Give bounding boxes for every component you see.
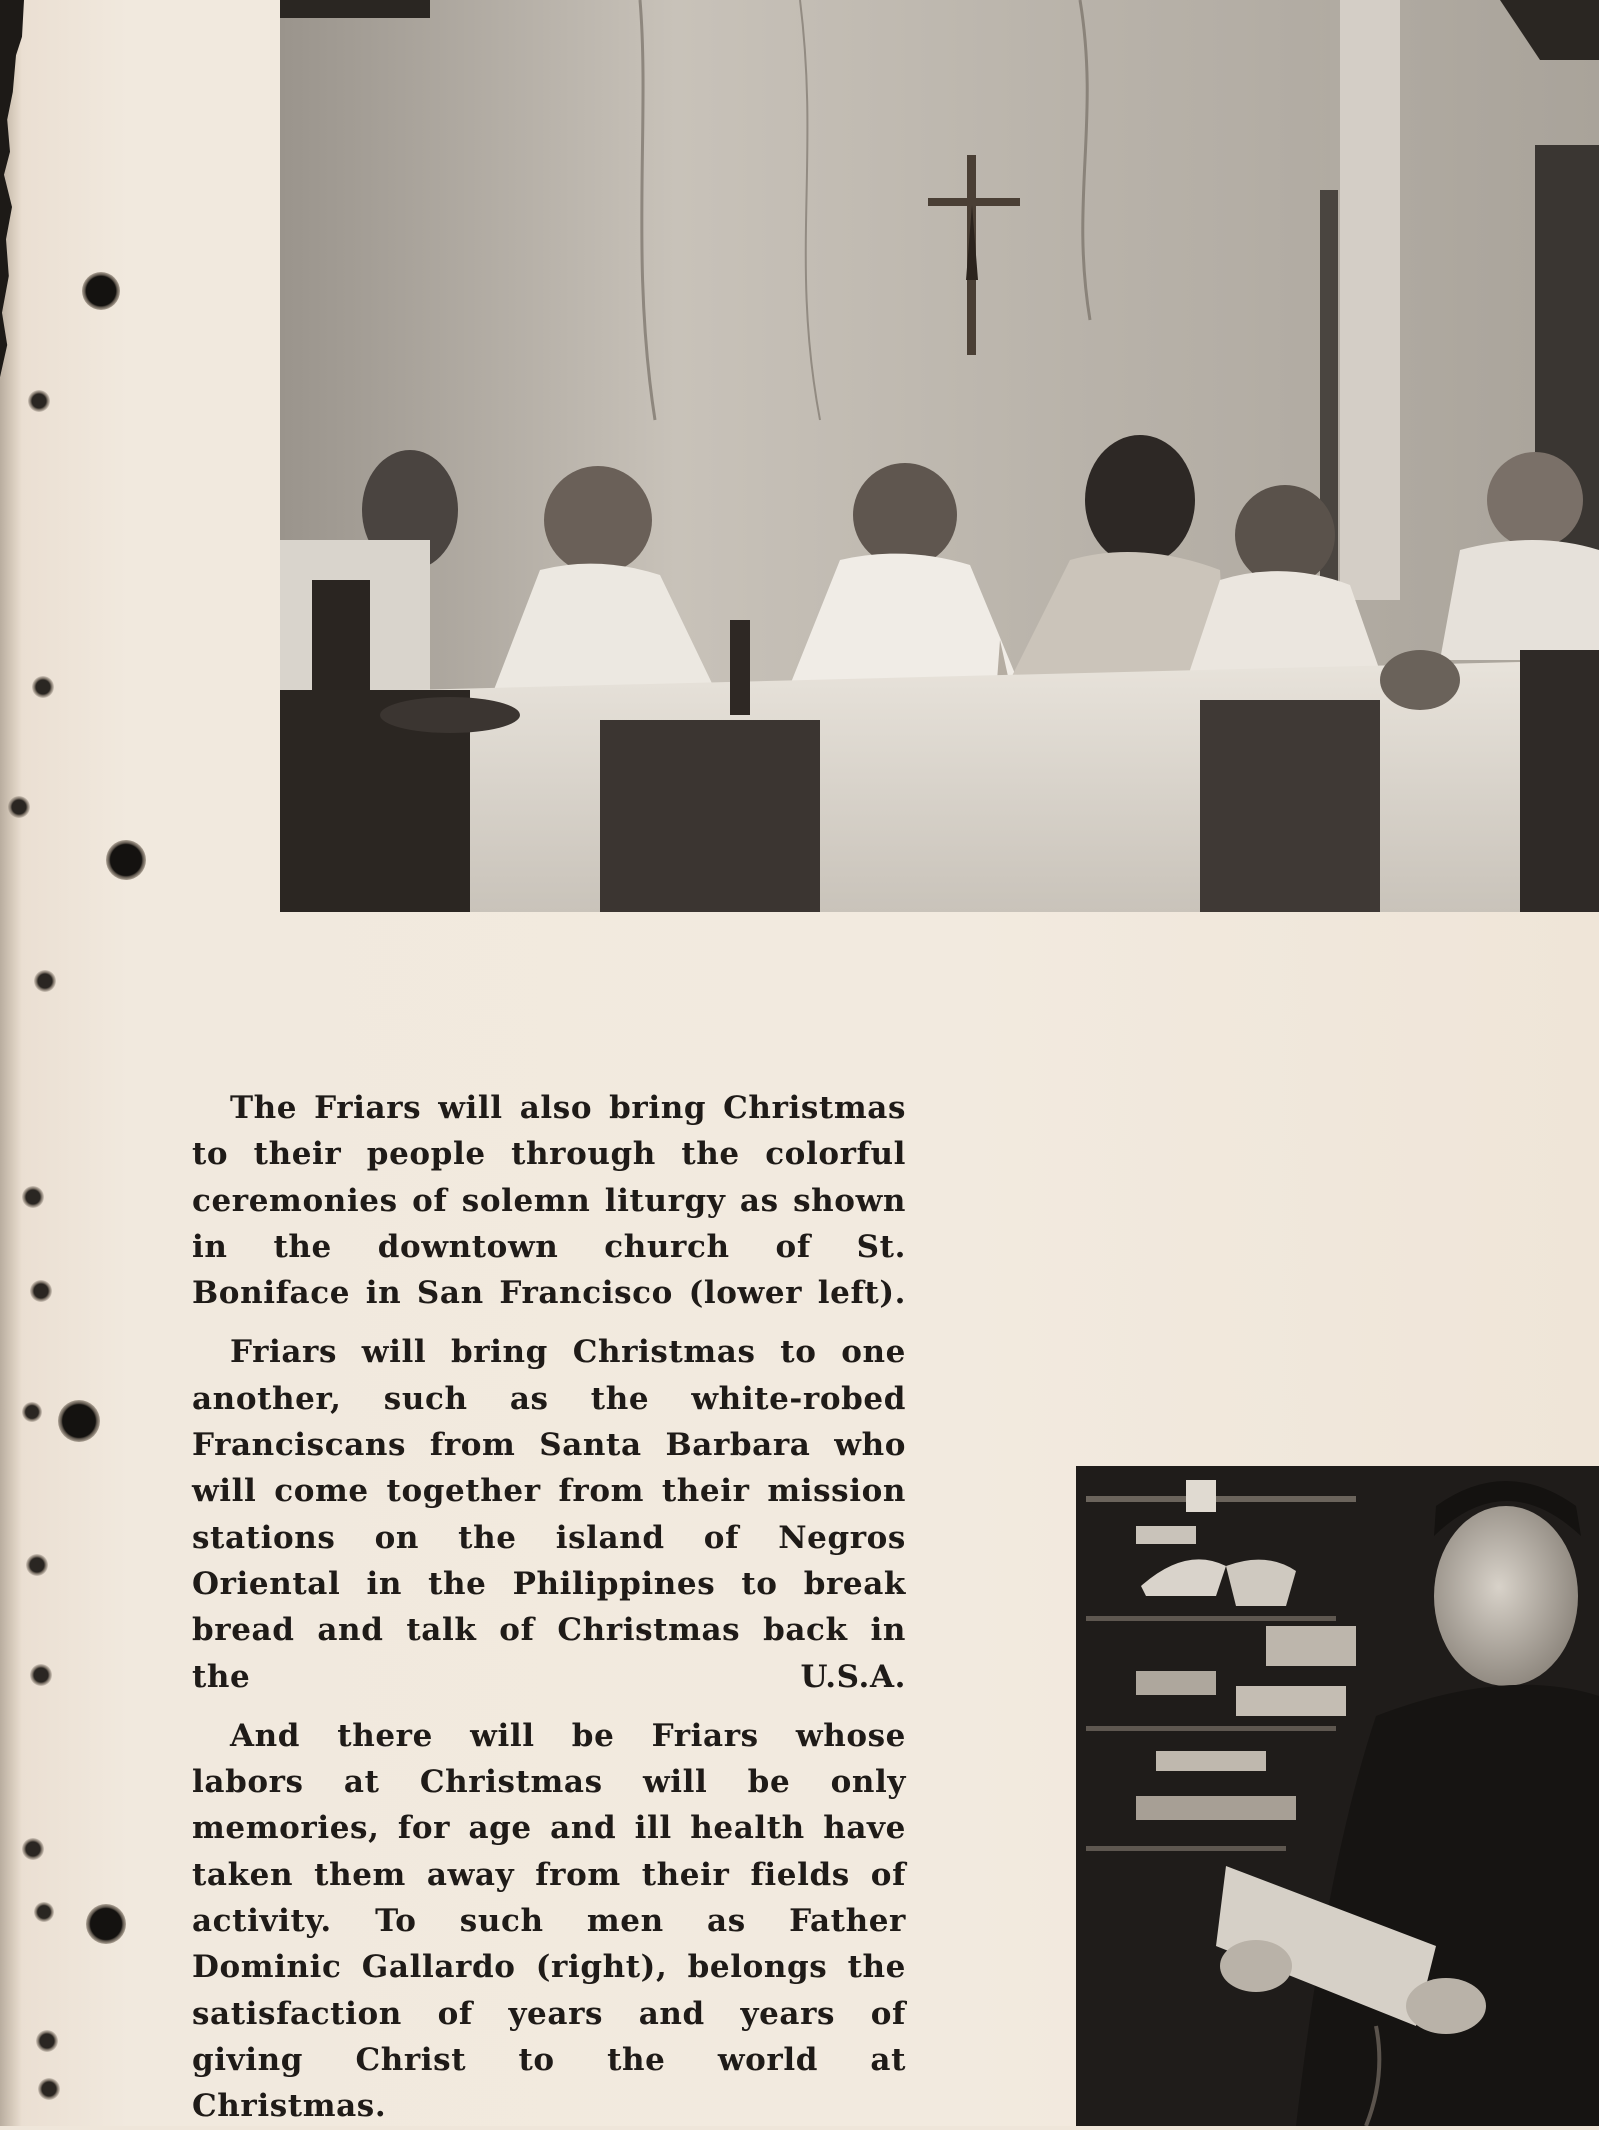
photo-elderly-friar-reading <box>1076 1466 1599 2126</box>
binder-hole <box>28 390 50 412</box>
article-body <box>192 1085 906 2130</box>
binder-hole <box>86 1904 126 1944</box>
binder-hole <box>26 1554 48 1576</box>
binder-hole <box>32 676 54 698</box>
binder-hole <box>82 272 120 310</box>
binder-hole <box>38 2078 60 2100</box>
binder-hole <box>34 970 56 992</box>
binder-hole <box>22 1402 42 1422</box>
article-paragraph: Friars will bring Christmas to one another, such as the white-robed Franciscans from Santa Barbara who will come together from their mission stations on the island of Negros Oriental in the Philippines to break bread and talk of Christmas back in the U.S.A. <box>192 1334 906 1695</box>
binder-hole <box>36 2030 58 2052</box>
article-paragraph: And there will be Friars whose labors at Christmas will be only memories, for age and ill health have taken them away from their fields of activity. To such men as Father Dominic Gallardo (right), belongs the satisfaction of years and years of giving Christ to the world at Christmas. <box>192 1717 906 2125</box>
photo-friars-dining <box>280 0 1599 912</box>
binder-hole <box>106 840 146 880</box>
friars-dining-photo-icon <box>280 0 1599 912</box>
binder-hole <box>22 1186 44 1208</box>
binder-hole <box>30 1664 52 1686</box>
binder-hole <box>22 1838 44 1860</box>
binder-hole <box>30 1280 52 1302</box>
binder-hole <box>8 796 30 818</box>
binder-hole <box>58 1400 100 1442</box>
binder-hole <box>34 1902 54 1922</box>
elderly-friar-reading-photo-icon <box>1076 1466 1599 2126</box>
article-paragraph: The Friars will also bring Christmas to their people through the colorful ceremonies of solemn liturgy as shown in the downtown church of St. Boniface in San Francisco (lower left). <box>192 1090 906 1312</box>
page-left-edge <box>0 0 22 2126</box>
